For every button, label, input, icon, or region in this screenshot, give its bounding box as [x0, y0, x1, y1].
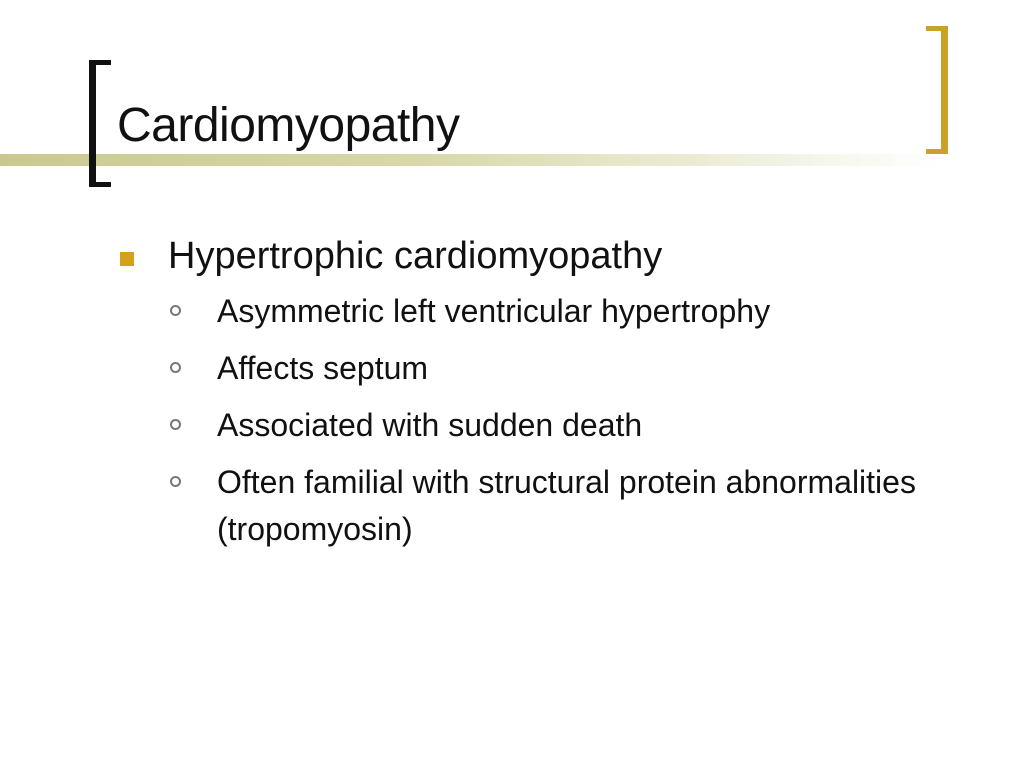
sub-bullet-item: [118, 459, 978, 553]
sub-bullet-item: [118, 402, 978, 449]
slide-title: Cardiomyopathy: [117, 99, 460, 152]
hollow-circle-bullet-icon: [170, 305, 181, 316]
left-bracket-decoration: [89, 60, 111, 187]
slide-body: [118, 232, 978, 563]
sub-bullet-text: Often familial with structural protein abnormalities (tropomyosin): [217, 464, 916, 547]
sub-bullet-item: [118, 345, 978, 392]
sub-bullet-list: [118, 288, 978, 553]
title-underline-rule: [0, 154, 940, 166]
bullet-item: [118, 232, 978, 280]
square-bullet-icon: [120, 252, 134, 266]
sub-bullet-text: Asymmetric left ventricular hypertrophy: [217, 293, 771, 329]
hollow-circle-bullet-icon: [170, 362, 181, 373]
hollow-circle-bullet-icon: [170, 419, 181, 430]
right-bracket-decoration: [926, 26, 948, 154]
sub-bullet-text: Affects septum: [217, 350, 429, 386]
bullet-text: Hypertrophic cardiomyopathy: [168, 235, 663, 277]
sub-bullet-text: Associated with sudden death: [217, 407, 643, 443]
hollow-circle-bullet-icon: [170, 476, 181, 487]
sub-bullet-item: [118, 288, 978, 335]
